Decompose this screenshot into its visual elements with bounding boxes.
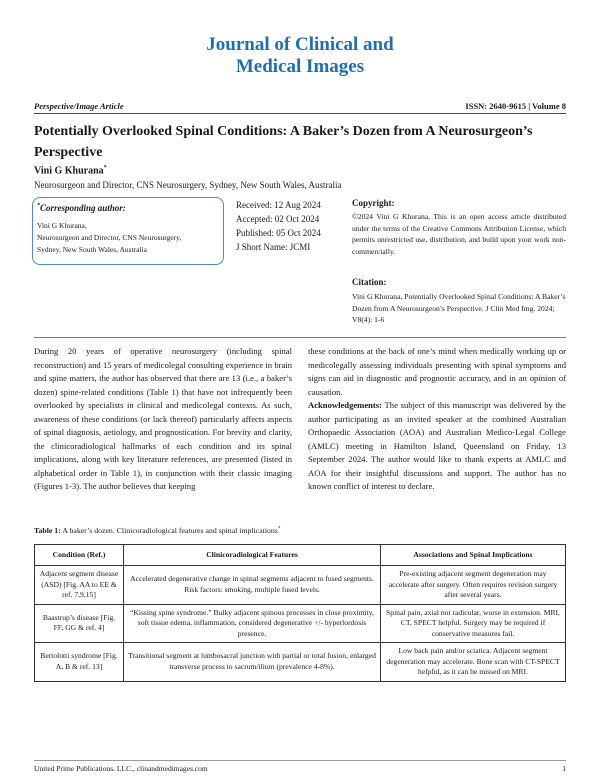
journal-title-line-1: Journal of Clinical and — [206, 34, 394, 55]
footer-publisher: United Prime Publications. LLC., clinandmedimages.com — [34, 764, 208, 773]
citation-heading: Citation: — [352, 277, 387, 287]
implications-cell: Pre-existing adjacent segment degeneration may accelerate after surgery. Often requires revision surgery after several years. — [381, 566, 566, 605]
body-column-left — [34, 345, 292, 494]
author-name — [34, 165, 107, 176]
copyright-heading: Copyright: — [352, 198, 395, 208]
implications-cell: Low back pain and/or sciatica. Adjacent segment degeneration may accelerate. Bone scan with CT-SPECT helpful, as it can be missed on MRI. — [381, 643, 566, 682]
article-dates — [236, 198, 321, 254]
acknowledgements-text: The subject of this manuscript was delivered by the author participating as an invited speaker at the combined Australian Orthopaedic Association (AOA) and Australian Medico-Legal College (AMLC) meeting in Hamilton Island, Queensland on Friday, 13 September 2024. The author would like to thank experts at AMLC and AOA for their insightful discussions and support. The author has no known conflict of interest to declare. — [308, 400, 566, 491]
table-header-cell: Clinicoradiological Features — [124, 545, 381, 566]
footer-divider — [34, 760, 566, 761]
published-date: Published: 05 Oct 2024 — [236, 228, 321, 238]
corresponding-line: Vini G Khurana, — [37, 221, 87, 230]
corresponding-author-heading — [37, 203, 126, 213]
table-caption-text: A baker’s dozen. Clinicoradiological features and spinal implications — [60, 526, 278, 535]
body-paragraph: these conditions at the back of one’s mind when medically working up or medicolegally assessing individuals presenting with spinal symptoms and signs can aid in diagnostic and prognostic accuracy, and in an opinion of causation. — [308, 346, 566, 397]
table-header-row — [35, 545, 566, 566]
corresponding-line: Neurosurgeon and Director, CNS Neurosurgery, — [37, 233, 182, 242]
corresponding-mark: * — [37, 203, 40, 209]
journal-short-name: J Short Name: JCMI — [236, 242, 311, 252]
accepted-date: Accepted: 02 Oct 2024 — [236, 214, 320, 224]
corresponding-heading-text: Corresponding author: — [40, 203, 126, 213]
features-cell: Transitional segment at lumbosacral junction with partial or total fusion, enlarged transverse process to sacrum/ilium (prevalence 4-8%). — [124, 643, 381, 682]
implications-cell: Spinal pain, axial not radicular, worse in extension. MRI, CT, SPECT helpful. Surgery may be required if conservative measures fail. — [381, 604, 566, 643]
body-column-right — [308, 345, 566, 494]
journal-title — [0, 34, 600, 78]
header-divider — [34, 113, 566, 114]
article-type: Perspective/Image Article — [34, 101, 124, 111]
copyright-text: ©2024 Vini G Khurana, This is an open access article distributed under the terms of the Creative Commons Attribution License, which permits unrestricted use, distribution, and build upon your work non-commercially. — [352, 212, 566, 256]
table-caption-label: Table 1: — [34, 526, 61, 535]
citation-text: Vini G Khurana, Potentially Overlooked Spinal Conditions: A Baker’s Dozen from A Neurosurgeon’s Perspective. J Clin Med Img. 2024; V8(4): 1-6 — [352, 292, 566, 324]
author-affiliation: Neurosurgeon and Director, CNS Neurosurgery, Sydney, New South Wales, Australia — [34, 180, 342, 190]
table-header-cell: Associations and Spinal Implications — [381, 545, 566, 566]
table-row — [35, 566, 566, 605]
features-cell: “Kissing spine syndrome.” Bulky adjacent spinous processes in close proximity, soft tissue edema, inflammation, considered degenerative +/- hyperlordosis presence. — [124, 604, 381, 643]
table-caption-mark: * — [277, 526, 281, 532]
corresponding-line: Sydney, New South Wales, Australia — [37, 245, 148, 254]
table-row — [35, 604, 566, 643]
author-mark: * — [103, 165, 107, 171]
acknowledgements-paragraph — [308, 399, 566, 494]
issn-volume: ISSN: 2640-9615 | Volume 8 — [465, 101, 566, 111]
journal-title-line-2: Medical Images — [235, 56, 365, 77]
features-cell: Accelerated degenerative change in spinal segments adjacent to fused segments. Risk factors: smoking, multiple fused levels. — [124, 566, 381, 605]
page-number: 1 — [562, 764, 566, 773]
body-paragraph: During 20 years of operative neurosurgery (including spinal reconstruction) and 15 years of medicolegal consulting experience in brain and spine matters, the author has observed that there are 13 (i.e., a baker’s dozen) spine-related conditions (Table 1) that have not infrequently been overlooked by specialists in clinical and medicolegal contexts. As such, awareness of these conditions (or lack thereof) particularly affects aspects of spinal diagnosis, aetiology, and prognostication. For brevity and clarity, the clinicoradiological hallmarks of each condition and its spinal implications, along with key literature references, are presented (listed in alphabetical order in Table 1), in conjunction with their classic imaging (Figures 1-3). The author believes that keeping — [34, 346, 292, 491]
condition-cell: Baastrup’s disease [Fig. FF, GG & ref. 4] — [35, 604, 124, 643]
conditions-table — [34, 544, 566, 682]
table-row — [35, 643, 566, 682]
received-date: Received: 12 Aug 2024 — [236, 200, 321, 210]
acknowledgements-label: Acknowledgements: — [308, 400, 382, 410]
paper-title: Potentially Overlooked Spinal Conditions: A Baker’s Dozen from A Neurosurgeon’s Perspective — [34, 124, 533, 160]
author-name-text: Vini G Khurana — [34, 165, 104, 177]
condition-cell: Adjacent segment disease (ASD) [Fig. AA to EE & ref. 7,9,15] — [35, 566, 124, 605]
table-header-cell: Condition (Ref.) — [35, 545, 124, 566]
table-caption — [34, 526, 280, 535]
condition-cell: Bertolotti syndrome [Fig. A, B & ref. 13] — [35, 643, 124, 682]
section-divider — [34, 337, 566, 338]
